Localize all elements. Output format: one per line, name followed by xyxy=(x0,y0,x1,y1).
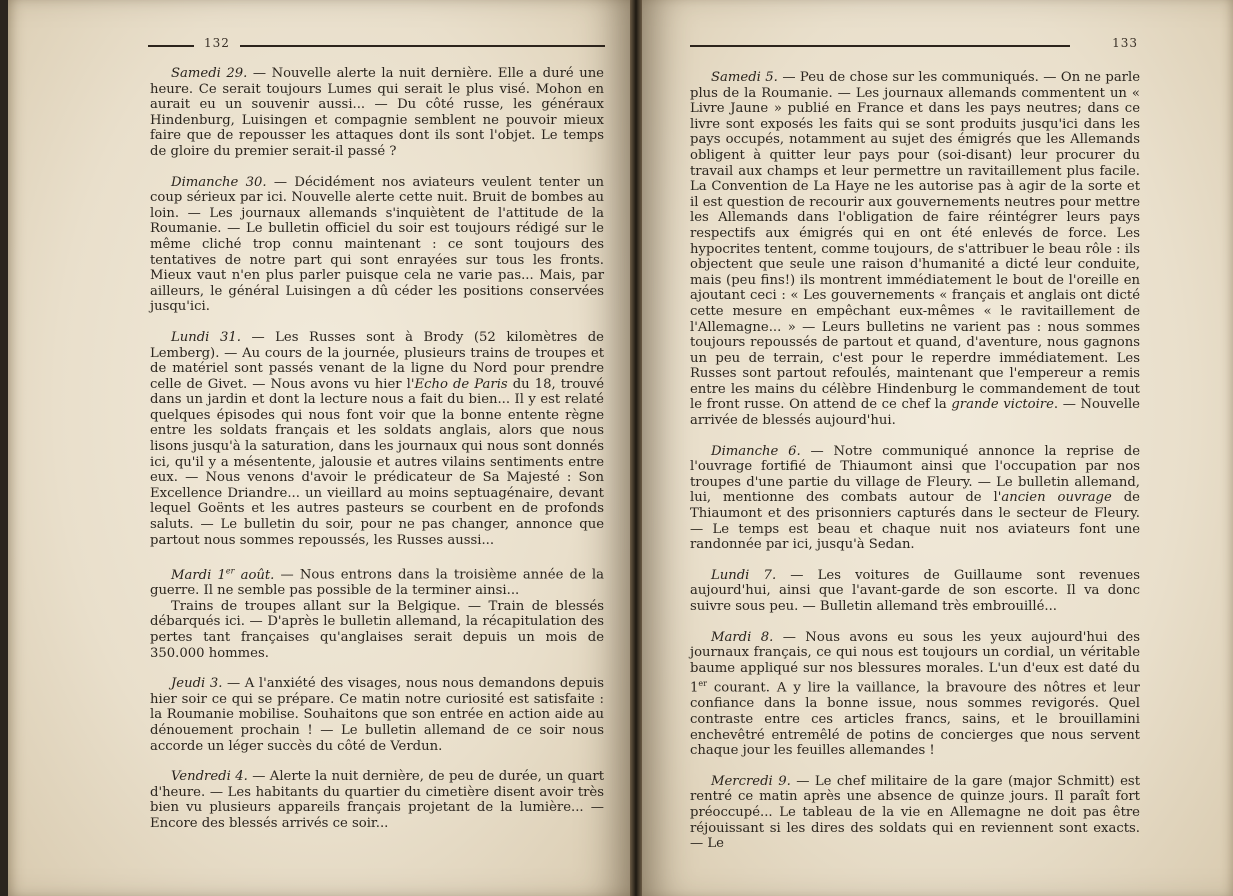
diary-entry xyxy=(150,175,604,315)
entry-date-day: Mardi 1 xyxy=(171,567,226,583)
left-page xyxy=(8,0,630,896)
entry-date: Dimanche 6. xyxy=(711,443,801,459)
entry-text: courant. A y lire la vaillance, la bravoure des nôtres et leur confiance dans la bonne issue, nous sommes revigorés. Quel contraste entre ces articles francs, sains, et le brouillamini enchevêtré entremêlé de potins de concierges que nous servent chaque jour les feuilles allemandes ! xyxy=(690,680,1140,759)
ordinal-suffix: er xyxy=(225,566,235,576)
diary-entry xyxy=(690,568,1140,615)
ordinal-suffix: er xyxy=(698,679,707,689)
diary-entry xyxy=(690,774,1140,852)
entry-text: — A l'anxiété des visages, nous nous demandons depuis hier soir ce qui se prépare. Ce matin notre curiosité est satisfaite : la Roumanie mobilise. Souhaitons que son entrée en action aide au dénouement prochain ! — Le bulletin allemand de ce soir nous accorde un léger succès du côté de Verdun. xyxy=(150,676,604,754)
entry-date: Mardi 8. xyxy=(711,629,774,645)
diary-entry xyxy=(150,330,604,548)
entry-text: — Notre communiqué annonce la reprise de l'ouvrage fortifié de Thiaumont ainsi que l'occupation par nos troupes d'une partie du village de Fleury. — Le bulletin allemand, lui, mentionne des combats autour de l' xyxy=(690,443,1140,506)
entry-paragraph xyxy=(150,563,604,599)
right-page-text xyxy=(690,70,1140,867)
entry-text: — Nous entrons dans la troisième année de la guerre. Il ne semble pas possible de la terminer ainsi... xyxy=(150,567,604,599)
entry-date: Samedi 29. xyxy=(171,66,248,81)
entry-date: Vendredi 4. xyxy=(171,769,248,785)
entry-date: Samedi 5. xyxy=(711,70,778,85)
diary-entry xyxy=(150,769,604,831)
newspaper-title: Echo de Paris xyxy=(414,376,508,392)
entry-text: du 18, trouvé dans un jardin et dont la lecture nous a fait du bien... Il y est relaté quelques épisodes qui nous font voir que la bonne entente règne entre les soldats français et les soldats anglais, alors que nous lisons jusqu'à la saturation, dans les journaux qui nous sont donnés ici, qu'il y a mésentente, jalousie et autres vilains sentiments entre eux. — Nous venons d'avoir le prédicateur de Sa Majesté : Son Excellence Driandre... un vieillard au moins septuagénaire, devant lequel Goënts et les autres pasteurs se courbent en de profonds saluts. — Le bulletin du soir, pour ne pas changer, annonce que partout nous sommes repoussés, les Russes aussi... xyxy=(150,376,605,548)
entry-date: Jeudi 3. xyxy=(171,676,223,692)
entry-date: Lundi 31. xyxy=(171,329,241,345)
entry-date: Mercredi 9. xyxy=(711,773,791,789)
header-rule xyxy=(690,45,1070,47)
diary-entry xyxy=(150,563,604,661)
diary-entry xyxy=(150,676,604,754)
entry-date: Lundi 7. xyxy=(711,567,777,583)
entry-text: — Le chef militaire de la gare (major Schmitt) est rentré ce matin après une absence de quinze jours. Il paraît fort préoccupé... Le tableau de la vie en Allemagne ne doit pas être réjouissant si les dires des soldats qui en reviennent sont exacts. — Le xyxy=(690,773,1140,852)
entry-text: — Peu de chose sur les communiqués. — On ne parle plus de la Roumanie. — Les journaux allemands commentent un « Livre Jaune » publié en France et dans les pays neutres; dans ce livre sont exposés les faits qui se sont produits jusqu'ici dans les pays occupés, notamment au sujet des émigrés que les Allemands obligent à quitter leur pays pour (soi-disant) leur procurer du travail aux champs et leur permettre un ravitaillement plus facile. La Convention de La Haye ne les autorise pas à agir de la sorte et il est question de recourir aux gouvernements neutres pour mettre les Allemands dans l'obligation de faire réintégrer leurs pays respectifs aux émigrés qui en ont été enlevés de force. Les hypocrites tentent, comme toujours, de s'attribuer le beau rôle : ils objectent que seule une raison d'humanité a dicté leur conduite, mais (peu fins!) ils montrent immédiatement le bout de l'oreille en ajoutant ceci : « Les gouvernements « français et anglais ont dicté cette mesure en empêchant eux-mêmes « le ravitaillement de l'Allemagne... » — Leurs bulletins ne varient pas : nous sommes toujours repoussés de partout et quand, d'aventure, nous gagnons un peu de terrain, c'est pour le reperdre immédiatement. Les Russes sont partout refoulés, maintenant que l'empereur a remis entre les mains du célèbre Hindenburg le commandement de tout le front russe. On attend de ce chef la xyxy=(690,70,1141,413)
entry-date xyxy=(171,568,274,583)
diary-entry xyxy=(690,70,1140,429)
entry-text: — Nous avons eu sous les yeux aujourd'hui des journaux français, ce qui nous est toujours un cordial, un véritable baume appliqué sur nos blessures morales. L'un d'eux est daté du 1 xyxy=(690,629,1141,696)
diary-entry xyxy=(690,630,1140,759)
header-rule xyxy=(148,45,194,47)
entry-text: — Les Russes sont à Brody (52 kilomètres de Lemberg). — Au cours de la journée, plusieurs trains de troupes et de matériel sont passés venant de la ligne du Nord pour prendre celle de Givet. — Nous avons vu hier l' xyxy=(150,329,604,392)
right-page-header xyxy=(690,36,1138,52)
entry-date-month: août. xyxy=(234,567,275,583)
emphasis: ancien ouvrage xyxy=(1001,490,1112,506)
entry-text: — Les voitures de Guillaume sont revenues aujourd'hui, ainsi que l'avant-garde de son escorte. Il va donc suivre sous peu. — Bulletin allemand très embrouillé... xyxy=(690,567,1140,614)
diary-entry xyxy=(150,66,604,160)
emphasis: grande victoire xyxy=(951,397,1054,413)
entry-paragraph: Trains de troupes allant sur la Belgique. — Train de blessés débarqués ici. — D'après le bulletin allemand, la récapitulation des pertes tant françaises qu'anglaises serait depuis un mois de 350.000 hommes. xyxy=(150,598,604,661)
left-page-text xyxy=(150,66,604,847)
book-gutter xyxy=(630,0,642,896)
right-page xyxy=(642,0,1233,896)
entry-text: — Décidément nos aviateurs veulent tenter un coup sérieux par ici. Nouvelle alerte cette nuit. Bruit de bombes au loin. — Les journaux allemands s'inquiètent de l'attitude de la Roumanie. — Le bulletin officiel du soir est toujours rédigé sur le même cliché trop connu maintenant : ce sont toujours des tentatives de notre part qui sont enrayées sur tous les fronts. Mieux vaut n'en plus parler puisque cela ne varie pas... Mais, par ailleurs, le général Luisingen a dû céder les positions conservées jusqu'ici. xyxy=(150,174,604,315)
diary-entry xyxy=(690,444,1140,553)
page-number: 133 xyxy=(1112,36,1138,50)
left-page-header xyxy=(148,36,603,52)
page-number: 132 xyxy=(204,36,230,50)
header-rule xyxy=(240,45,605,47)
entry-text: de Thiaumont et des prisonniers capturés dans le secteur de Fleury. — Le temps est beau et chaque nuit nos aviateurs font une randonnée par ici, jusqu'à Sedan. xyxy=(690,490,1140,553)
entry-date: Dimanche 30. xyxy=(171,174,267,190)
entry-text: . — Nouvelle arrivée de blessés aujourd'hui. xyxy=(690,397,1140,429)
entry-text: — Alerte la nuit dernière, de peu de durée, un quart d'heure. — Les habitants du quartier du cimetière disent avoir très bien vu plusieurs appareils français projetant de la lumière... — Encore des blessés arrivés ce soir... xyxy=(150,769,604,831)
entry-text: — Nouvelle alerte la nuit dernière. Elle a duré une heure. Ce serait toujours Lumes qui serait le plus visé. Mohon en aurait eu un souvenir aussi... — Du côté russe, les généraux Hindenburg, Luisingen et compagnie semblent ne pouvoir mieux faire que de repousser les attaques dont ils sont l'objet. Le temps de gloire du premier serait-il passé ? xyxy=(150,66,604,159)
